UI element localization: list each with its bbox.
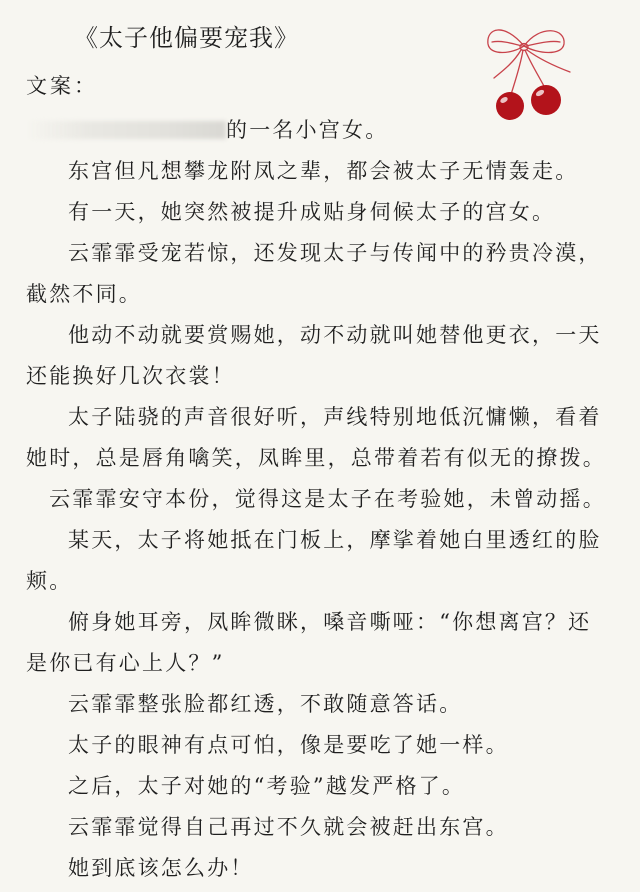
paragraph: 她到底该怎么办！ — [68, 856, 254, 880]
paragraph: 某天，太子将她抵在门板上，摩挲着她白里透红的脸颊。 — [26, 528, 602, 593]
paragraph: 俯身她耳旁，凤眸微眯，嗓音嘶哑：“你想离宫？还是你已有心上人？” — [26, 610, 592, 675]
paragraph: 的一名小宫女。 — [26, 110, 610, 151]
synopsis-text — [26, 110, 610, 889]
paragraph: 太子陆骁的声音很好听，声线特别地低沉慵懒，看着她时，总是唇角噙笑，凤眸里，总带着若有似无的撩拨。 — [26, 405, 606, 470]
paragraph: 太子的眼神有点可怕，像是要吃了她一样。 — [68, 733, 509, 757]
paragraph: 云霏霏整张脸都红透，不敢随意答话。 — [68, 692, 463, 716]
paragraph: 他动不动就要赏赐她，动不动就叫她替他更衣，一天还能换好几次衣裳！ — [26, 323, 602, 388]
paragraph: 云霏霏受宠若惊，还发现太子与传闻中的矜贵冷漠，截然不同。 — [26, 241, 602, 306]
paragraph: 云霏霏安守本份，觉得这是太子在考验她，未曾动摇。 — [49, 487, 606, 511]
section-label: 文案： — [26, 74, 98, 98]
book-title: 《太子他偏要宠我》 — [74, 24, 299, 52]
paragraph: 有一天，她突然被提升成贴身伺候太子的宫女。 — [68, 200, 556, 224]
paragraph: 东宫但凡想攀龙附凤之辈，都会被太子无情轰走。 — [68, 159, 579, 183]
paragraph: 云霏霏觉得自己再过不久就会被赶出东宫。 — [68, 815, 509, 839]
redacted-text — [26, 121, 226, 139]
paragraph: 之后，太子对她的“考验”越发严格了。 — [68, 774, 466, 798]
